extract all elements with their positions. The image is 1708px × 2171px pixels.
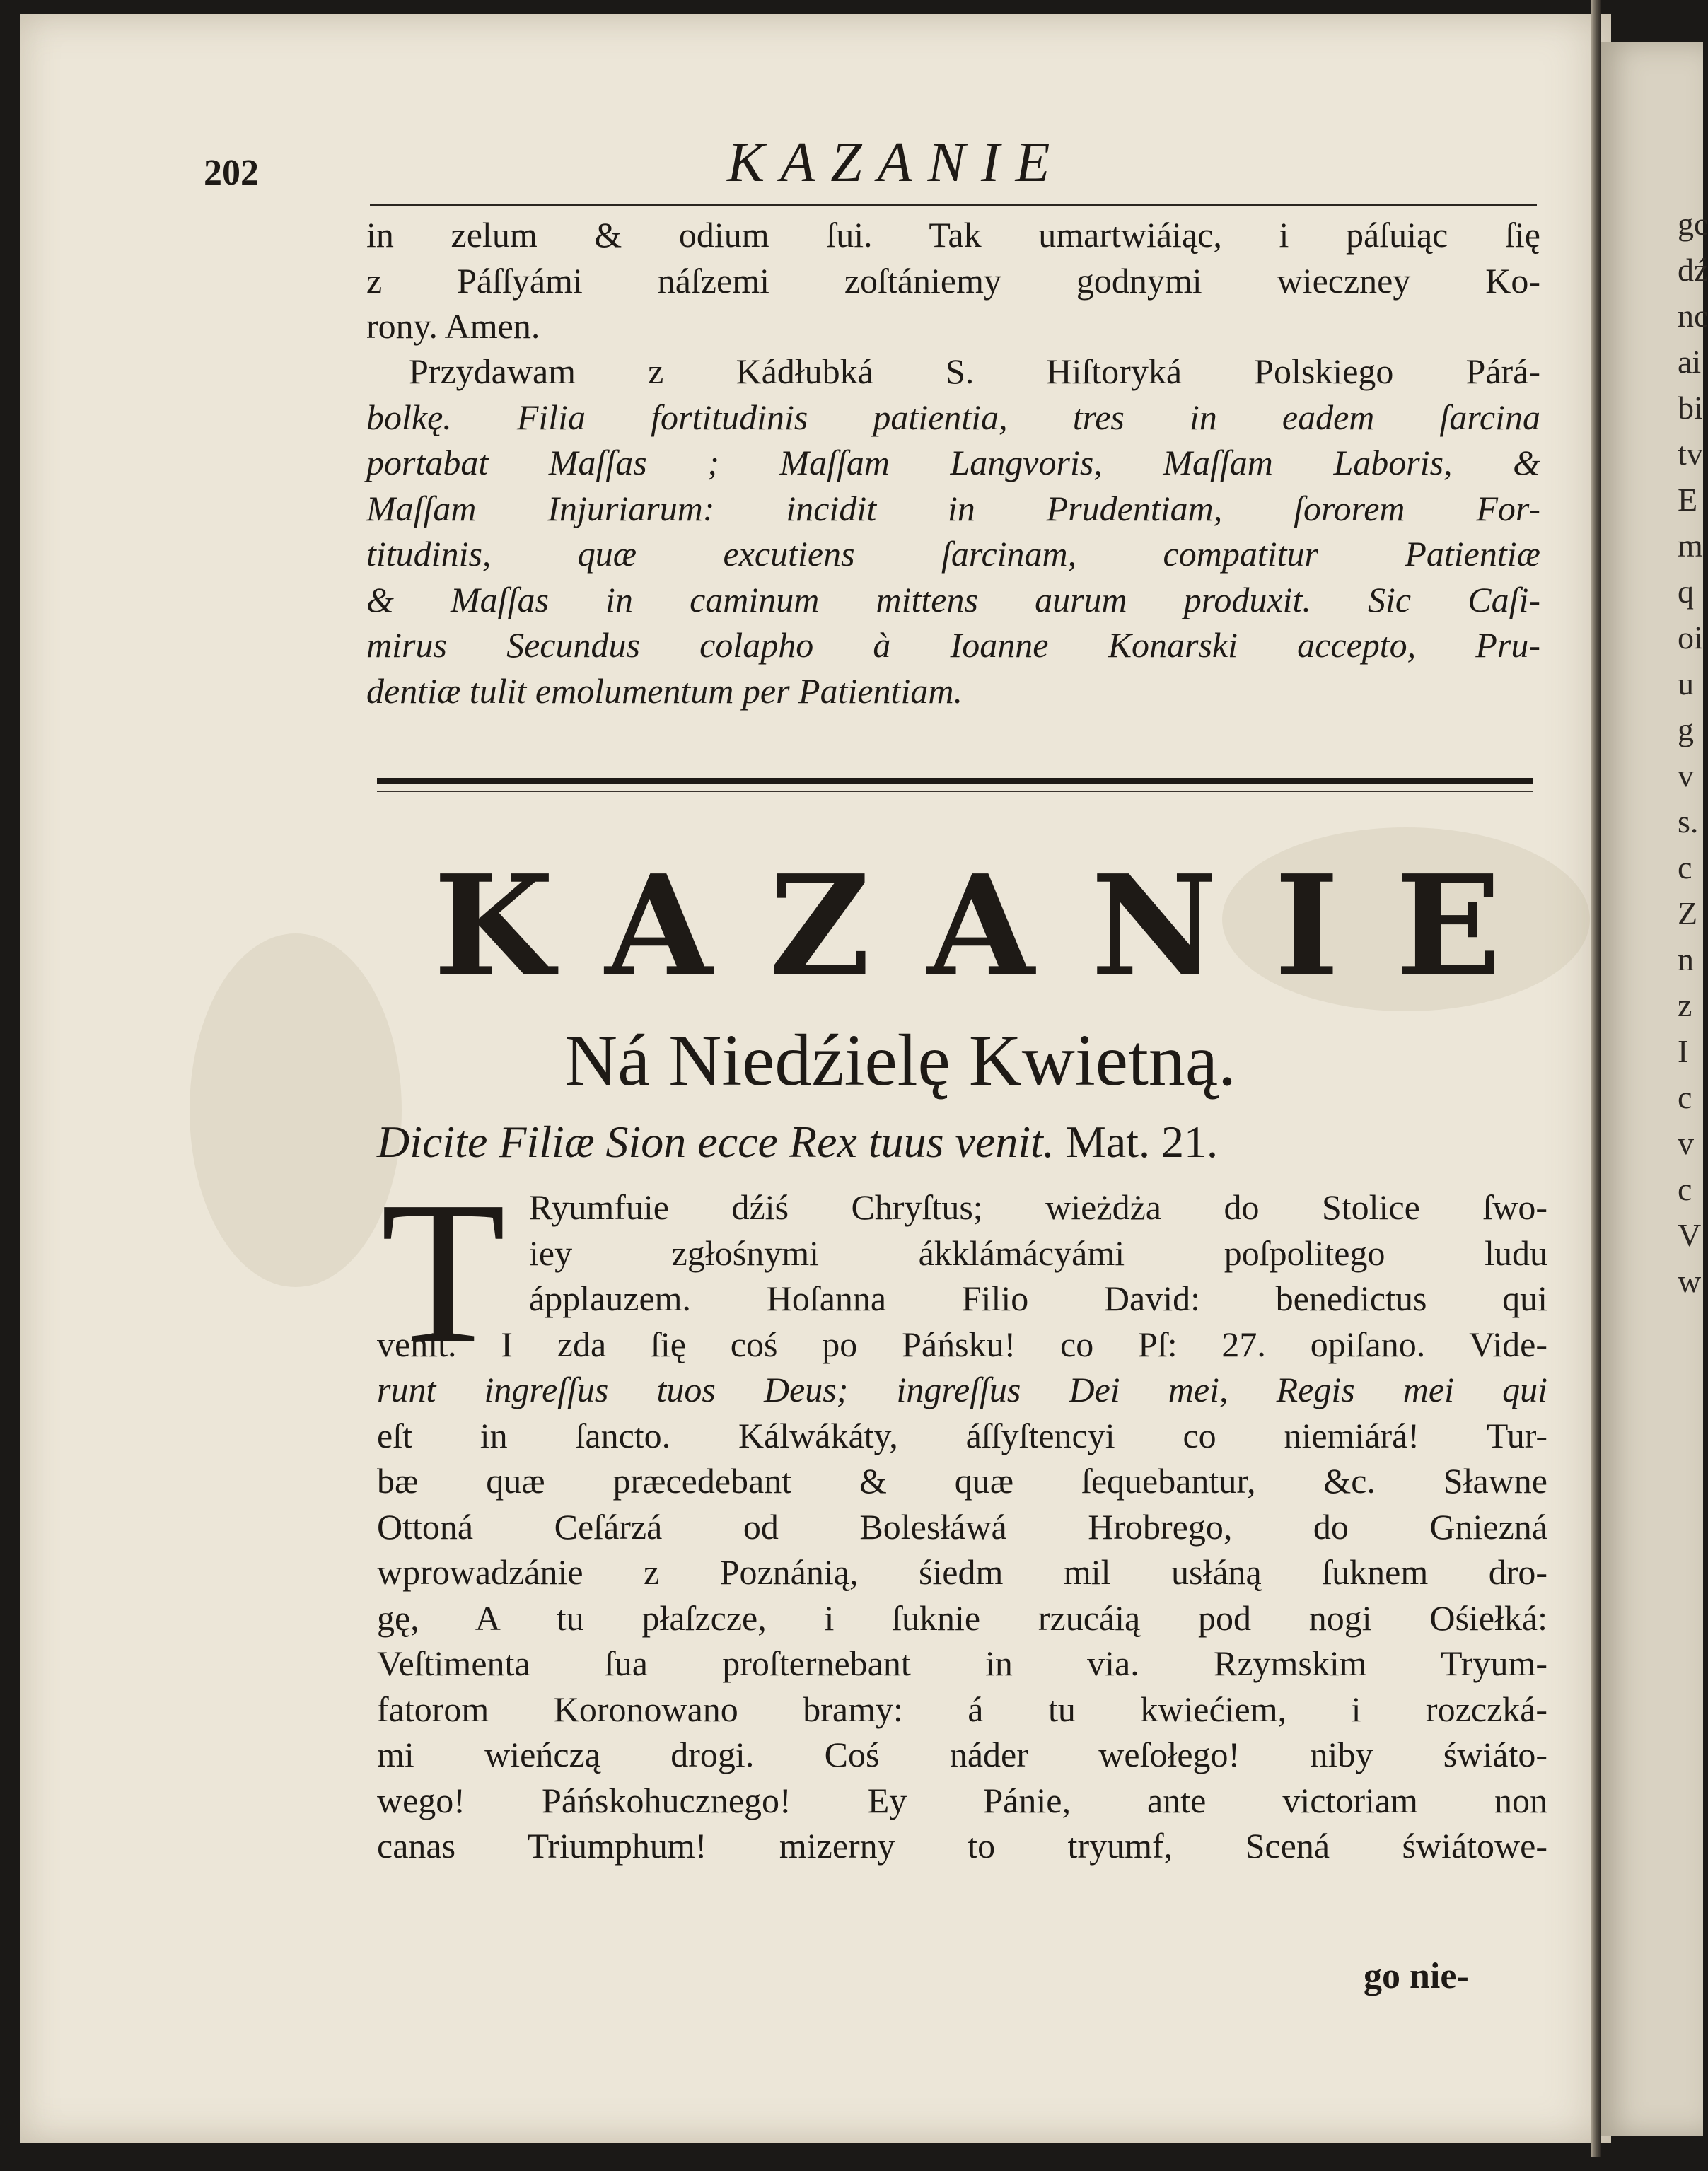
facing-page-letter: w <box>1678 1263 1702 1299</box>
text-line: Przydawam z Kádłubká S. Hiſtoryká Polskiego Párá- <box>409 351 1540 391</box>
page-number: 202 <box>204 153 259 193</box>
facing-page-letter: I <box>1678 1033 1689 1069</box>
text-line: venit. I zda ſię coś po Páńsku! co Pſ: 27. opiſano. Vide- <box>377 1324 1547 1364</box>
facing-page-letter: v <box>1678 757 1694 793</box>
facing-page-letter: c <box>1678 1171 1692 1207</box>
facing-page-letter: c <box>1678 849 1692 885</box>
text-line: rony. Amen. <box>366 306 540 346</box>
section-rule-thin <box>377 791 1533 792</box>
facing-page-letter: bi <box>1678 390 1703 426</box>
drop-cap: T <box>380 1159 506 1386</box>
book-gutter <box>1591 0 1601 2157</box>
text-line: eſt in ſancto. Kálwákáty, áſſyſtencyi co niemiárá! Tur- <box>377 1415 1547 1455</box>
text-line: z Páſſyámi náſzemi zoſtániemy godnymi wieczney Ko- <box>366 260 1540 301</box>
sermon-subtitle: Ná Niedźielę Kwietną. <box>564 1020 1237 1101</box>
sermon-title: KAZANIE <box>434 845 1558 1008</box>
sermon-body <box>377 1185 1547 1869</box>
facing-page-letter: V <box>1678 1217 1702 1253</box>
facing-page-letter: n <box>1678 941 1694 977</box>
text-line: in zelum & odium ſui. Tak umartwiáiąc, i páſuiąc ſię <box>366 215 1540 255</box>
text-line: gę, A tu płaſzcze, i ſuknie rzucáią pod nogi Ośiełká: <box>377 1597 1547 1638</box>
facing-page-letter: q <box>1678 574 1694 610</box>
facing-page-letter: v <box>1678 1125 1694 1161</box>
facing-page-letter: gc <box>1678 206 1708 242</box>
section-rule <box>377 778 1533 784</box>
text-line: fatorom Koronowano bramy: á tu kwiećiem, i rozczká- <box>377 1689 1547 1729</box>
facing-page-letter: Z <box>1678 895 1698 931</box>
text-line: bolkę. Filia fortitudinis patientia, tres in eadem ſarcina <box>366 397 1540 437</box>
text-line: wprowadzánie z Poznánią, śiedm mil usłáną ſuknem dro- <box>377 1552 1547 1592</box>
facing-page-letter: tv <box>1678 436 1703 472</box>
facing-page-letter: c <box>1678 1079 1692 1115</box>
closing-paragraph <box>366 212 1540 349</box>
text-line: wego! Páńskohucznego! Ey Pánie, ante victoriam non <box>377 1780 1547 1820</box>
text-line: portabat Maſſas ; Maſſam Langvoris, Maſſam Laboris, & <box>366 443 1540 482</box>
facing-page-letter: E <box>1678 482 1698 518</box>
header-rule <box>370 204 1537 206</box>
text-line: runt ingreſſus tuos Deus; ingreſſus Dei mei, Regis mei qui <box>377 1370 1547 1409</box>
facing-page-letter: s. <box>1678 803 1699 839</box>
facing-page-letter: oi <box>1678 619 1703 656</box>
text-line: Veſtimenta ſua proſternebant in via. Rzymskim Tryum- <box>377 1643 1547 1683</box>
text-line: canas Triumphum! mizerny to tryumf, Scená świátowe- <box>377 1826 1547 1866</box>
book-page <box>20 14 1611 2143</box>
text-line: ápplauzem. Hoſanna Filio David: benedictus qui <box>529 1279 1547 1318</box>
text-line: mirus Secundus colapho à Ioanne Konarski accepto, Pru- <box>366 625 1540 665</box>
catchword: go nie- <box>1364 1956 1469 1996</box>
text-line: & Maſſas in caminum mittens aurum produxit. Sic Caſi- <box>366 579 1540 619</box>
text-line: dentiæ tulit emolumentum per Patientiam. <box>366 670 963 711</box>
facing-page-letter: z <box>1678 987 1692 1023</box>
verse-text: Dicite Filiæ Sion ecce Rex tuus venit. <box>377 1117 1055 1167</box>
facing-page-letter: u <box>1678 665 1694 702</box>
facing-page-letter: m <box>1678 528 1703 564</box>
verse-reference: Mat. 21. <box>1065 1117 1218 1167</box>
text-line: Maſſam Injuriarum: incidit in Prudentiam, ſororem For- <box>366 488 1540 528</box>
text-line: mi wieńczą drogi. Coś náder weſołego! niby świáto- <box>377 1735 1547 1774</box>
text-line: bæ quæ præcedebant & quæ ſequebantur, &c. Sławne <box>377 1461 1547 1501</box>
text-line: Ottoná Ceſárzá od Bolesłáwá Hrobrego, do Gniezná <box>377 1506 1547 1547</box>
text-line: titudinis, quæ excutiens ſarcinam, compatitur Patientiæ <box>366 534 1540 574</box>
facing-page-letter: dź <box>1678 252 1708 288</box>
facing-page-letter: nc <box>1678 298 1708 334</box>
facing-page-letter: g <box>1678 711 1694 747</box>
parable-paragraph <box>366 349 1540 714</box>
facing-page-letter: ai <box>1678 344 1702 380</box>
text-line: iey zgłośnymi ákklámácyámi poſpolitego ludu <box>529 1233 1547 1273</box>
text-line: Ryumfuie dźiś Chryſtus; wieżdża do Stolice ſwo- <box>529 1187 1547 1227</box>
running-head: KAZANIE <box>727 132 1066 194</box>
